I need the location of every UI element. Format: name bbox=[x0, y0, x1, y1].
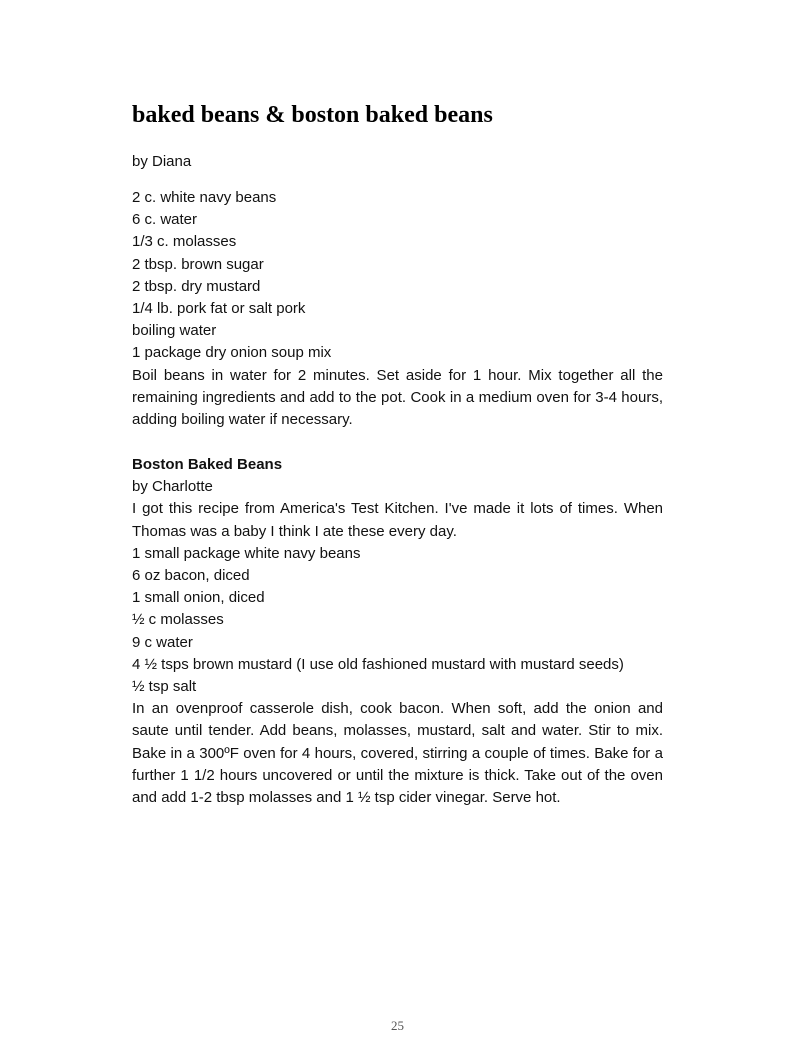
recipe1-section bbox=[132, 187, 663, 431]
recipe2-author: by Charlotte bbox=[132, 478, 213, 496]
ingredient-line: ½ tsp salt bbox=[132, 678, 197, 696]
ingredient-line: 4 ½ tsps brown mustard (I use old fashioned mustard with mustard seeds) bbox=[132, 655, 624, 673]
page-title: baked beans & boston baked beans bbox=[132, 102, 493, 128]
ingredient-line: 2 tbsp. brown sugar bbox=[132, 255, 264, 273]
ingredient-line: 1 package dry onion soup mix bbox=[132, 344, 332, 362]
ingredient-line: 1 small onion, diced bbox=[132, 589, 265, 607]
document-page bbox=[132, 0, 663, 1063]
recipe2-title: Boston Baked Beans bbox=[132, 456, 283, 473]
ingredient-line: 9 c water bbox=[132, 633, 193, 651]
ingredient-line: 1 small package white navy beans bbox=[132, 544, 361, 562]
recipe2-intro: I got this recipe from America's Test Kitchen. I've made it lots of times. When Thomas was a baby I think I ate these every day. bbox=[132, 500, 663, 540]
ingredient-line: 1/3 c. molasses bbox=[132, 233, 237, 251]
ingredient-line: boiling water bbox=[132, 322, 217, 340]
ingredient-line: 2 c. white navy beans bbox=[132, 189, 277, 206]
ingredient-line: 6 oz bacon, diced bbox=[132, 567, 250, 585]
ingredient-line: 1/4 lb. pork fat or salt pork bbox=[132, 300, 306, 318]
ingredient-line: 6 c. water bbox=[132, 211, 198, 229]
page-number: 25 bbox=[391, 1018, 404, 1033]
recipe2-directions: In an ovenproof casserole dish, cook bacon. When soft, add the onion and saute until tender. Add beans, molasses, mustard, salt and water. Stir to mix. Bake in a 300ºF oven for 4 hours, covered, stirring a couple of times. Bake for a further 1 1/2 hours uncovered or until the mixture is thick. Take out of the oven and add 1-2 tbsp molasses and 1 ½ tsp cider vinegar. Serve hot. bbox=[132, 700, 663, 807]
ingredient-line: ½ c molasses bbox=[132, 611, 224, 629]
recipe1-author: by Diana bbox=[132, 153, 192, 170]
ingredient-line: 2 tbsp. dry mustard bbox=[132, 277, 261, 295]
recipe1-directions: Boil beans in water for 2 minutes. Set aside for 1 hour. Mix together all the remaining ingredients and add to the pot. Cook in a medium oven for 3-4 hours, adding boiling water if necessary. bbox=[132, 366, 663, 429]
recipe2-section bbox=[132, 454, 663, 809]
